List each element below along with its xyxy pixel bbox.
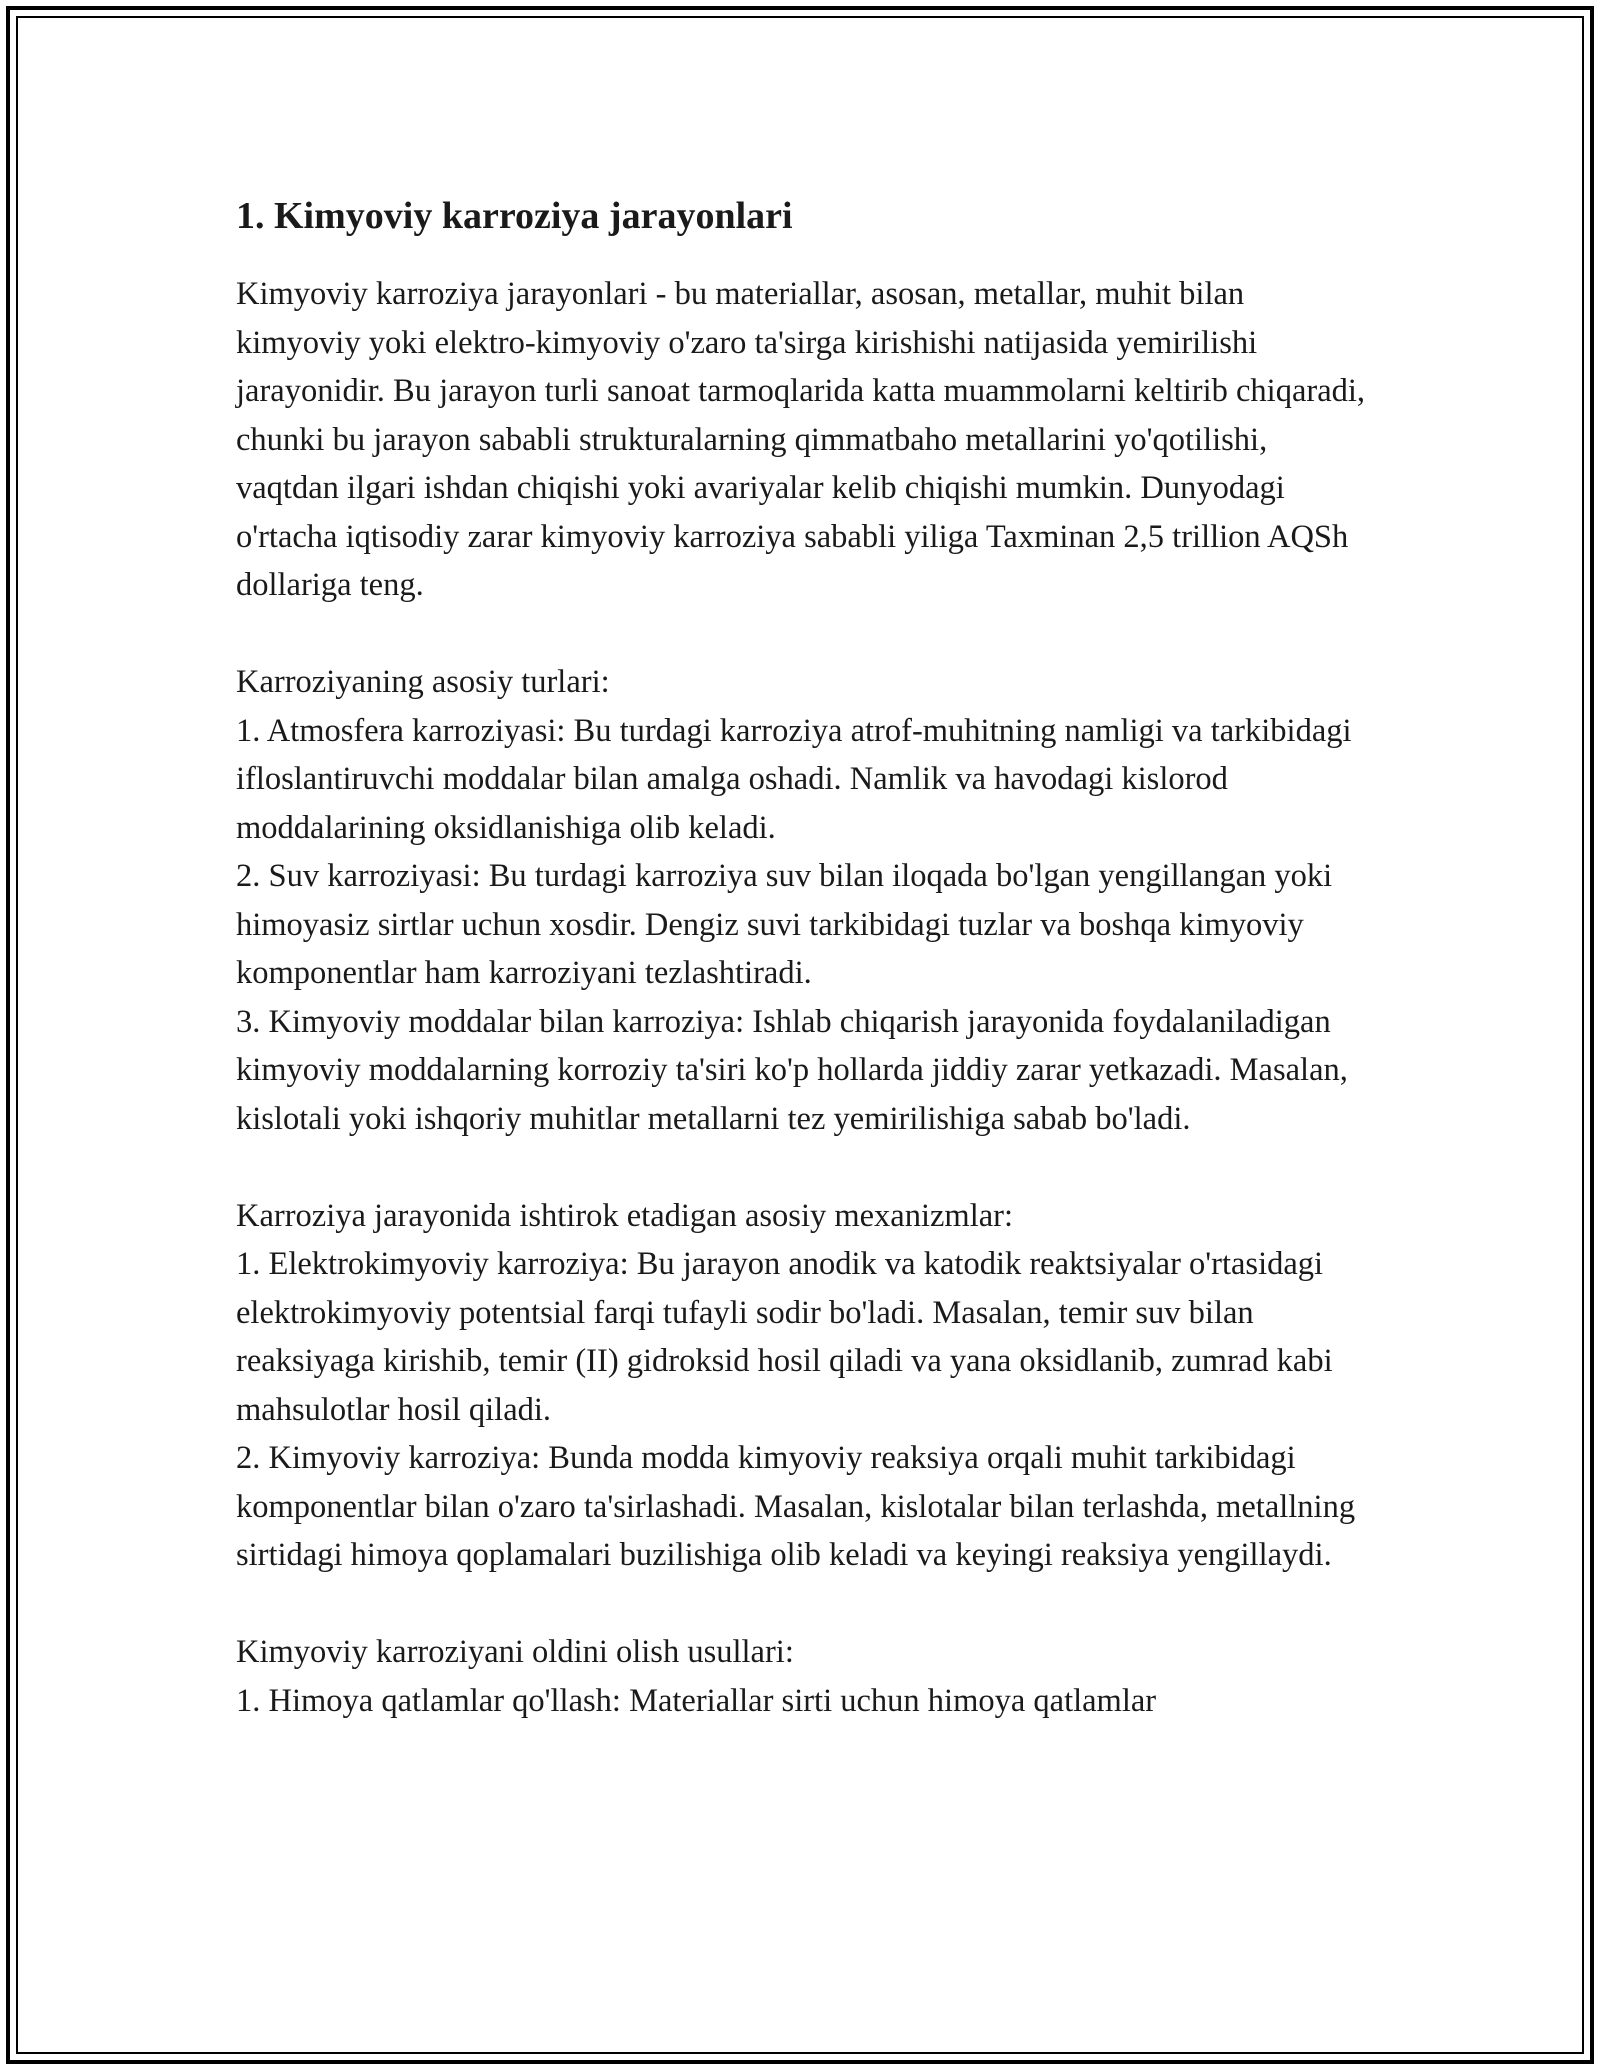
paragraph-spacer [236,1580,1376,1629]
document-title: 1. Kimyoviy karroziya jarayonlari [236,195,793,237]
mechanisms-heading: Karroziya jarayonida ishtirok etadigan asosiy mexanizmlar: [236,1197,1014,1234]
paragraph-spacer [236,610,1376,659]
paragraph-spacer [236,1143,1376,1192]
mechanisms-item-2: 2. Kimyoviy karroziya: Bunda modda kimyoviy reaksiya orqali muhit tarkibidagi komponentlar bilan o'zaro ta'sirlashadi. Masalan, kislotalar bilan terlashda, metallning sirtidagi himoya qoplamalari buzilishiga olib keladi va keyingi reaksiya yengillaydi. [236,1440,1356,1573]
document-body [236,188,1376,1725]
prevention-item-1: 1. Himoya qatlamlar qo'llash: Materiallar sirti uchun himoya qatlamlar [236,1682,1157,1719]
mechanisms-item-1: 1. Elektrokimyoviy karroziya: Bu jarayon anodik va katodik reaktsiyalar o'rtasidagi elektrokimyoviy potentsial farqi tufayli sodir bo'ladi. Masalan, temir suv bilan reaksiyaga kirishib, temir (II) gidroksid hosil qiladi va yana oksidlanib, zumrad kabi mahsulotlar hosil qiladi. [236,1246,1333,1428]
types-heading: Karroziyaning asosiy turlari: [236,664,610,700]
intro-paragraph: Kimyoviy karroziya jarayonlari - bu materiallar, asosan, metallar, muhit bilan kimyoviy yoki elektro-kimyoviy o'zaro ta'sirga kirishishi natijasida yemirilishi jarayonidir. Bu jarayon turli sanoat tarmoqlarida katta muammolarni keltirib chiqaradi, chunki bu jarayon sababli strukturalarning qimmatbaho metallarini yo'qotilishi, vaqtdan ilgari ishdan chiqishi yoki avariyalar kelib chiqishi mumkin. Dunyodagi o'rtacha iqtisodiy zarar kimyoviy karroziya sababli yiliga Taxminan 2,5 trillion AQSh dollariga teng. [236,276,1366,603]
types-item-3: 3. Kimyoviy moddalar bilan karroziya: Ishlab chiqarish jarayonida foydalaniladigan kimyoviy moddalarning korroziy ta'siri ko'p hollarda jiddiy zarar yetkazadi. Masalan, kislotali yoki ishqoriy muhitlar metallarni tez yemirilishiga sabab bo'ladi. [236,1003,1348,1137]
prevention-heading: Kimyoviy karroziyani oldini olish usullari: [236,1634,794,1670]
types-item-2: 2. Suv karroziyasi: Bu turdagi karroziya suv bilan iloqada bo'lgan yengillangan yoki himoyasiz sirtlar uchun xosdir. Dengiz suvi tarkibidagi tuzlar va boshqa kimyoviy komponentlar ham karroziyani tezlashtiradi. [236,858,1333,991]
types-item-1: 1. Atmosfera karroziyasi: Bu turdagi karroziya atrof-muhitning namligi va tarkibidagi ifloslantiruvchi moddalar bilan amalga oshadi. Namlik va havodagi kislorod moddalarining oksidlanishiga olib keladi. [236,712,1352,846]
